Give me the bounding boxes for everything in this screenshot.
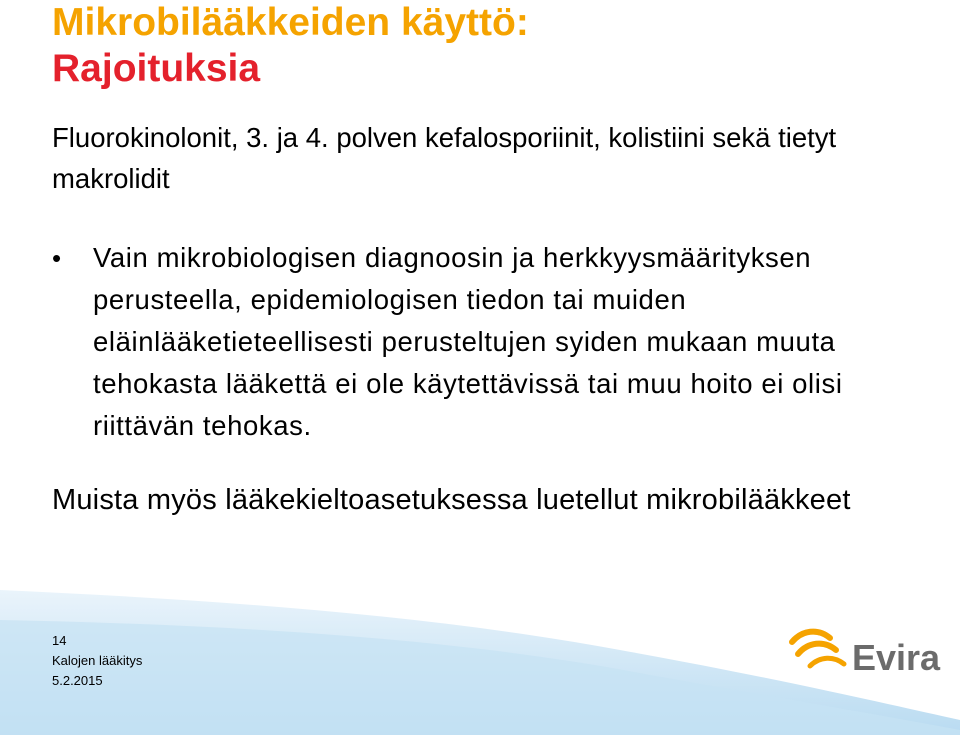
title-line-2: Rajoituksia xyxy=(52,47,261,90)
remember-note: Muista myös lääkekieltoasetuksessa luetellut mikrobilääkkeet xyxy=(52,484,851,516)
evira-logo xyxy=(788,622,960,684)
intro-text: Fluorokinolonit, 3. ja 4. polven kefalosporiinit, kolistiini sekä tietyt makrolidit xyxy=(52,122,837,194)
bullet-text: Vain mikrobiologisen diagnoosin ja herkkyysmäärityksen perusteella, epidemiologisen tiedon tai muiden eläinlääketieteellisesti perusteltujen syiden mukaan muuta tehokasta lääkettä ei ole käytettävissä tai muu hoito ei olisi riittävän tehokas. xyxy=(93,242,843,441)
footer-event: Kalojen lääkitys xyxy=(52,653,143,668)
bullet-marker: • xyxy=(52,243,62,273)
footer-info xyxy=(52,631,142,691)
title-line-1: Mikrobilääkkeiden käyttö: xyxy=(52,1,529,44)
evira-mark-icon xyxy=(792,632,844,666)
logo-text: Evira xyxy=(852,637,941,678)
slide-title xyxy=(52,0,529,92)
page-number: 14 xyxy=(52,633,67,648)
footer-date: 5.2.2015 xyxy=(52,673,103,688)
